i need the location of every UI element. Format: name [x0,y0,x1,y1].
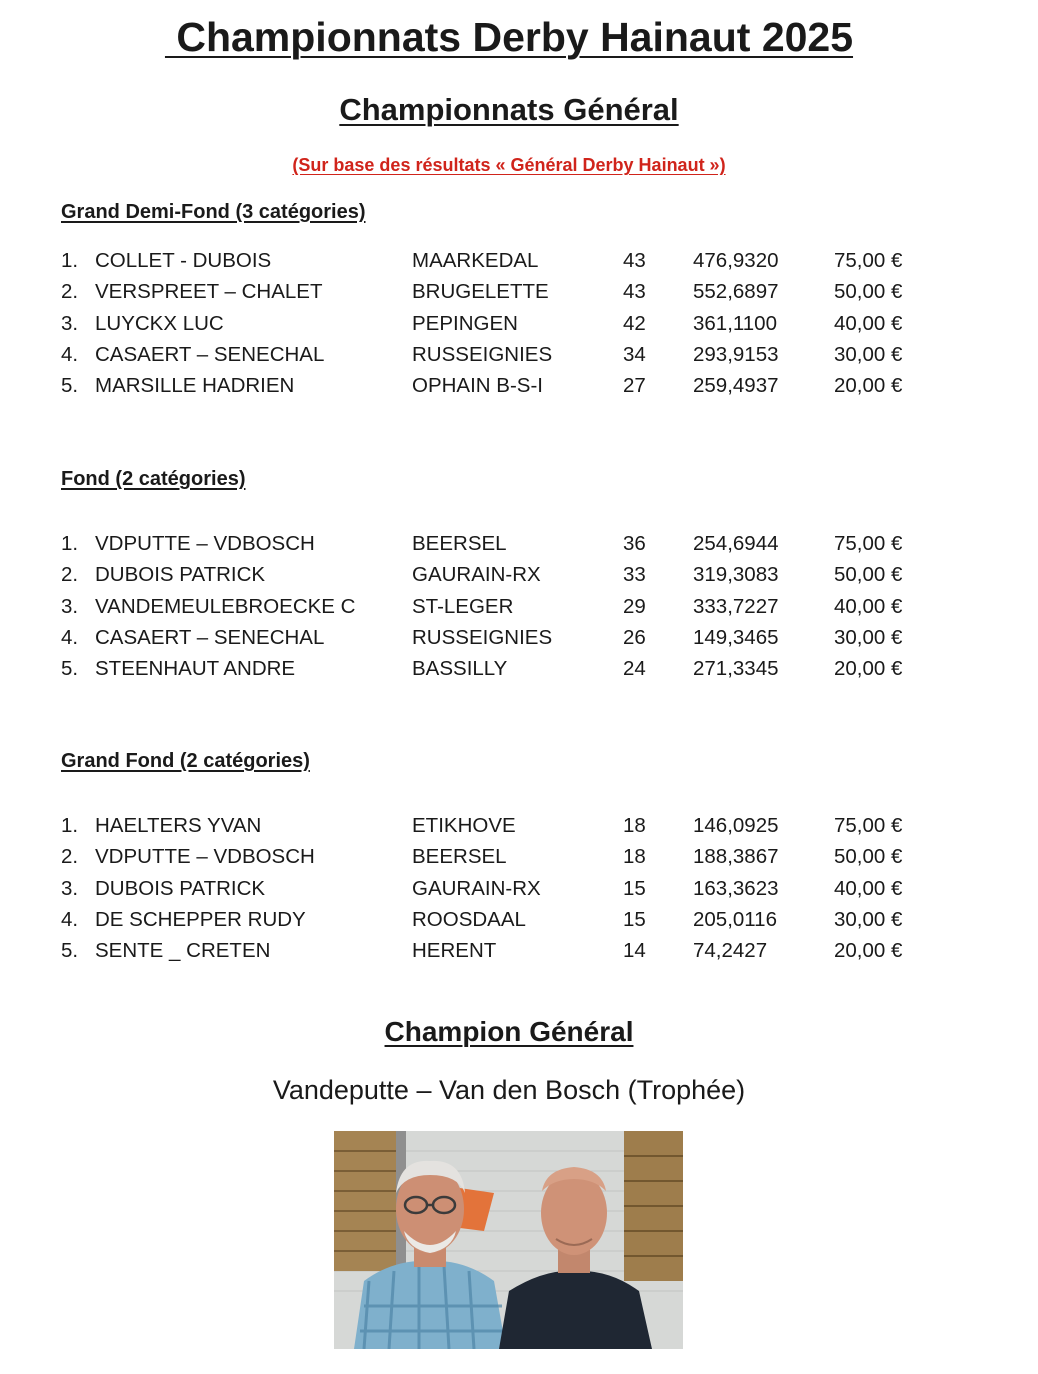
player-name: VANDEMEULEBROECKE C [95,594,356,618]
player-city: RUSSEIGNIES [412,625,553,649]
ranking-row [0,939,1038,970]
score: 271,3345 [693,657,779,681]
score: 149,3465 [693,625,779,649]
page-title: Championnats Derby Hainaut 2025 [164,14,854,60]
player-city: HERENT [412,939,497,963]
player-name: STEENHAUT ANDRE [95,657,296,681]
rank: 2. [61,845,79,869]
prize: 75,00 € [834,532,903,555]
ranking-row [0,626,1038,657]
prize: 50,00 € [834,845,903,869]
page-subtitle: Championnats Général [339,92,679,127]
ranking-row [0,312,1038,343]
points: 15 [623,876,646,900]
score: 333,7227 [693,594,779,618]
score: 319,3083 [693,563,779,587]
ranking-row [0,814,1038,845]
player-name: SENTE _ CRETEN [95,939,271,963]
ranking-row [0,845,1038,876]
ranking-row [0,595,1038,626]
prize: 75,00 € [834,249,903,272]
ranking-row [0,908,1038,939]
prize: 30,00 € [834,342,903,366]
player-name: DUBOIS PATRICK [95,876,266,900]
rank: 3. [61,876,79,900]
ranking-list-grand-demi-fond [0,249,1038,405]
prize: 40,00 € [834,594,903,618]
player-name: VDPUTTE – VDBOSCH [95,532,315,555]
player-city: BASSILLY [412,657,508,681]
player-city: ST-LEGER [412,594,514,618]
rank: 5. [61,374,79,398]
player-city: BEERSEL [412,532,507,555]
player-city: PEPINGEN [412,311,518,335]
prize: 20,00 € [834,374,903,398]
points: 26 [623,625,646,649]
score: 259,4937 [693,374,779,398]
points: 34 [623,342,646,366]
points: 42 [623,311,646,335]
points: 43 [623,249,646,272]
player-city: BEERSEL [412,845,507,869]
points: 36 [623,532,646,555]
player-city: MAARKEDAL [412,249,539,272]
ranking-row [0,249,1038,280]
rank: 4. [61,907,79,931]
ranking-row [0,280,1038,311]
player-city: GAURAIN-RX [412,876,541,900]
rank: 4. [61,342,79,366]
player-name: LUYCKX LUC [95,311,224,335]
prize: 30,00 € [834,625,903,649]
section-title-fond: Fond (2 catégories) [61,468,246,490]
points: 14 [623,939,646,963]
prize: 20,00 € [834,657,903,681]
ranking-row [0,657,1038,688]
champion-title: Champion Général [384,1016,634,1047]
ranking-list-grand-fond [0,814,1038,970]
rank: 4. [61,625,79,649]
prize: 40,00 € [834,311,903,335]
prize: 40,00 € [834,876,903,900]
prize: 30,00 € [834,907,903,931]
player-name: DUBOIS PATRICK [95,563,266,587]
score: 293,9153 [693,342,779,366]
points: 18 [623,814,646,837]
score: 188,3867 [693,845,779,869]
points: 18 [623,845,646,869]
score: 146,0925 [693,814,779,837]
ranking-row [0,343,1038,374]
player-name: MARSILLE HADRIEN [95,374,295,398]
champion-photo-illustration [334,1131,683,1349]
points: 27 [623,374,646,398]
section-title-grand-demi-fond: Grand Demi-Fond (3 catégories) [61,201,366,223]
player-city: ETIKHOVE [412,814,516,837]
ranking-row [0,563,1038,594]
score: 552,6897 [693,280,779,304]
rank: 2. [61,563,79,587]
player-name: DE SCHEPPER RUDY [95,907,306,931]
score: 163,3623 [693,876,779,900]
rank: 1. [61,249,79,272]
score: 254,6944 [693,532,779,555]
rank: 1. [61,532,79,555]
prize: 50,00 € [834,280,903,304]
player-city: BRUGELETTE [412,280,549,304]
rank: 3. [61,311,79,335]
score: 476,9320 [693,249,779,272]
ranking-row [0,877,1038,908]
player-city: RUSSEIGNIES [412,342,553,366]
ranking-row [0,532,1038,563]
rank: 5. [61,657,79,681]
prize: 50,00 € [834,563,903,587]
score: 74,2427 [693,939,768,963]
points: 15 [623,907,646,931]
prize: 75,00 € [834,814,903,837]
points: 24 [623,657,646,681]
points: 33 [623,563,646,587]
rank: 1. [61,814,79,837]
results-basis-note: (Sur base des résultats « Général Derby Hainaut ») [292,155,726,175]
section-title-grand-fond: Grand Fond (2 catégories) [61,750,310,772]
player-name: CASAERT – SENECHAL [95,342,325,366]
player-name: VDPUTTE – VDBOSCH [95,845,315,869]
rank: 5. [61,939,79,963]
player-name: VERSPREET – CHALET [95,280,323,304]
score: 361,1100 [693,311,777,335]
ranking-row [0,374,1038,405]
player-city: GAURAIN-RX [412,563,541,587]
ranking-list-fond [0,532,1038,688]
rank: 2. [61,280,79,304]
points: 29 [623,594,646,618]
score: 205,0116 [693,907,777,931]
prize: 20,00 € [834,939,903,963]
player-name: COLLET - DUBOIS [95,249,272,272]
player-city: ROOSDAAL [412,907,526,931]
player-name: HAELTERS YVAN [95,814,262,837]
player-city: OPHAIN B-S-I [412,374,543,398]
player-name: CASAERT – SENECHAL [95,625,325,649]
rank: 3. [61,594,79,618]
champion-name: Vandeputte – Van den Bosch (Trophée) [272,1075,746,1105]
champion-photo [334,1131,683,1349]
points: 43 [623,280,646,304]
